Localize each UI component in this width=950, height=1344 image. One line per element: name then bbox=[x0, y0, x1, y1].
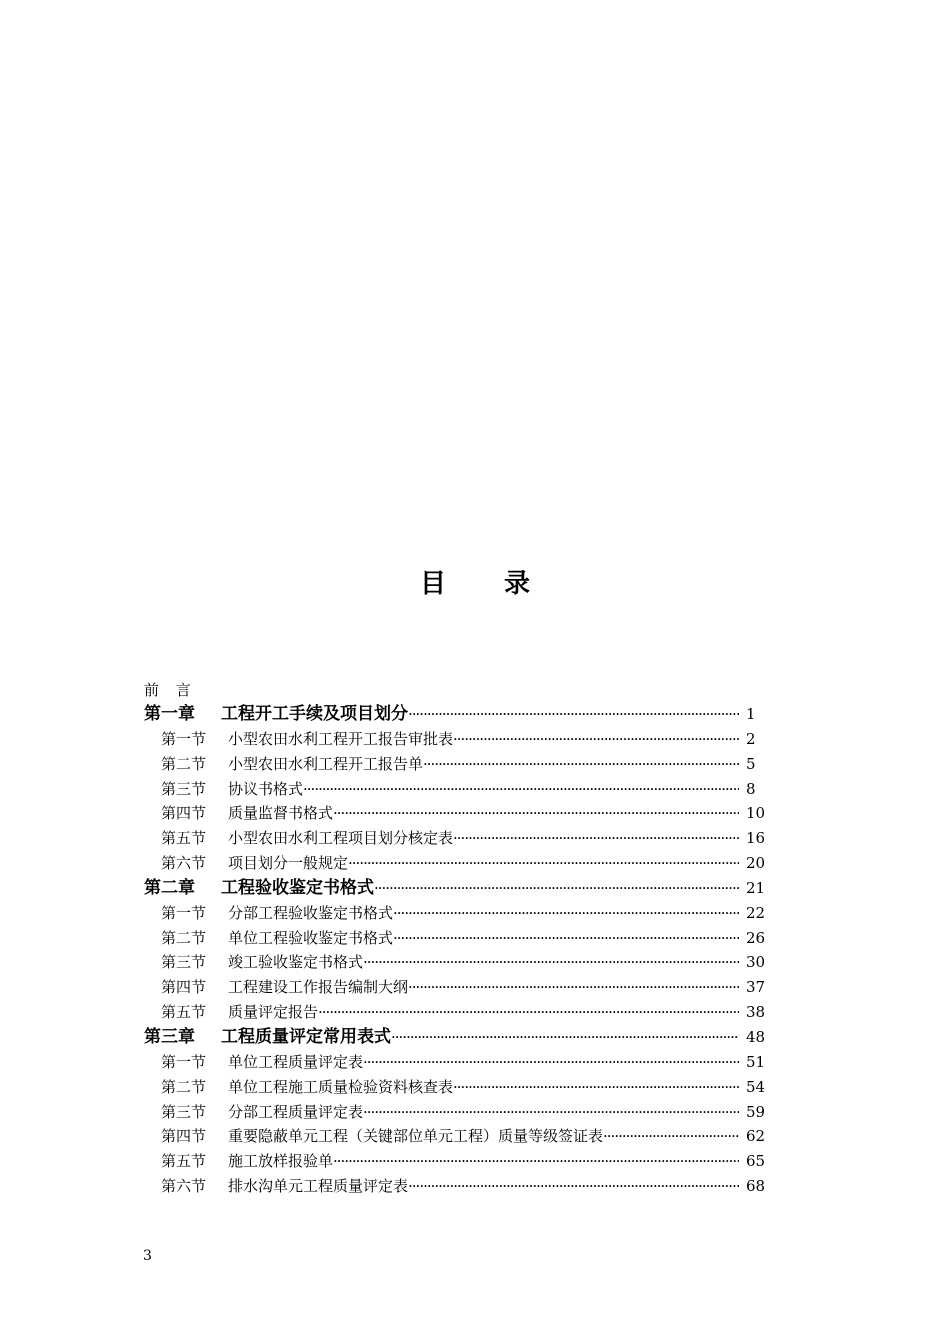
toc-entry-page: 26 bbox=[746, 928, 766, 947]
toc-chapter-entry[interactable] bbox=[144, 702, 774, 727]
toc-entry-title: 单位工程施工质量检验资料核查表 bbox=[228, 1077, 454, 1096]
toc-entry-title: 小型农田水利工程项目划分核定表 bbox=[228, 829, 454, 848]
toc-chapter-entry[interactable] bbox=[144, 876, 774, 901]
toc-entry-page: 20 bbox=[746, 854, 766, 873]
toc-leader-dots bbox=[363, 950, 739, 975]
toc-entry-page: 65 bbox=[746, 1152, 766, 1171]
toc-leader-dots bbox=[408, 702, 739, 727]
toc-entry-number: 第三节 bbox=[161, 1102, 207, 1121]
toc-entry-number: 第二节 bbox=[161, 754, 207, 773]
toc-entry-number: 第一章 bbox=[144, 704, 195, 724]
toc-leader-dots bbox=[348, 851, 739, 876]
toc-entry-page: 68 bbox=[746, 1177, 766, 1196]
toc-entry-number: 第四节 bbox=[161, 978, 207, 997]
toc-preface[interactable]: 前 言 bbox=[144, 681, 197, 699]
toc-entry-title: 分部工程验收鉴定书格式 bbox=[228, 903, 394, 922]
toc-entry-number: 第三章 bbox=[144, 1026, 195, 1047]
toc-entry-number: 第六节 bbox=[161, 1177, 207, 1196]
toc-leader-dots bbox=[363, 1100, 739, 1125]
toc-leader-dots bbox=[303, 777, 739, 802]
page-title bbox=[0, 566, 950, 602]
toc-section-entry[interactable] bbox=[144, 1075, 774, 1100]
toc-leader-dots bbox=[393, 926, 739, 951]
toc-entry-page: 21 bbox=[746, 878, 766, 897]
toc-entry-page: 30 bbox=[746, 953, 766, 972]
toc-section-entry[interactable] bbox=[144, 777, 774, 802]
page-title-char-2: 录 bbox=[504, 569, 531, 599]
toc-entry-title: 协议书格式 bbox=[228, 779, 304, 798]
toc-entry-number: 第五节 bbox=[161, 1152, 207, 1171]
toc-entry-page: 62 bbox=[746, 1127, 766, 1146]
toc-entry-page: 1 bbox=[746, 705, 756, 723]
toc-entry-page: 51 bbox=[746, 1052, 766, 1071]
toc-entry-page: 16 bbox=[746, 829, 766, 848]
toc-entry-title: 工程建设工作报告编制大纲 bbox=[228, 978, 409, 997]
toc-entry-page: 38 bbox=[746, 1003, 766, 1022]
toc-entry-number: 第六节 bbox=[161, 854, 207, 873]
toc-section-entry[interactable] bbox=[144, 1050, 774, 1075]
toc-leader-dots bbox=[318, 1000, 739, 1025]
toc-leader-dots bbox=[333, 1149, 739, 1174]
toc-entry-number: 第二节 bbox=[161, 1077, 207, 1096]
toc-section-entry[interactable] bbox=[144, 1124, 774, 1149]
toc-entry-number: 第一节 bbox=[161, 729, 207, 748]
toc-entry-page: 10 bbox=[746, 804, 766, 823]
toc-entry-title: 质量监督书格式 bbox=[228, 804, 334, 823]
toc-entry-title: 小型农田水利工程开工报告审批表 bbox=[228, 729, 454, 748]
toc-entry-title: 单位工程验收鉴定书格式 bbox=[228, 928, 394, 947]
toc-section-entry[interactable] bbox=[144, 851, 774, 876]
toc-section-entry[interactable] bbox=[144, 901, 774, 926]
toc-leader-dots bbox=[453, 826, 739, 851]
toc-section-entry[interactable] bbox=[144, 826, 774, 851]
toc-entry-number: 第三节 bbox=[161, 953, 207, 972]
toc-leader-dots bbox=[363, 1050, 739, 1075]
toc-leader-dots bbox=[408, 1174, 739, 1199]
toc-leader-dots bbox=[453, 1075, 739, 1100]
toc-leader-dots bbox=[423, 752, 739, 777]
toc-entry-number: 第四节 bbox=[161, 1127, 207, 1146]
toc-entry-number: 第五节 bbox=[161, 829, 207, 848]
toc-entry-number: 第三节 bbox=[161, 779, 207, 798]
toc-entry-title: 竣工验收鉴定书格式 bbox=[228, 953, 364, 972]
toc-chapter-entry[interactable] bbox=[144, 1025, 774, 1050]
toc-entry-title: 项目划分一般规定 bbox=[228, 854, 349, 873]
toc-section-entry[interactable] bbox=[144, 950, 774, 975]
toc-entry-title: 分部工程质量评定表 bbox=[228, 1102, 364, 1121]
toc-entries bbox=[144, 702, 774, 1199]
toc-entry-page: 48 bbox=[746, 1027, 766, 1046]
toc-entry-page: 59 bbox=[746, 1102, 766, 1121]
toc-entry-number: 第二节 bbox=[161, 928, 207, 947]
toc-entry-title: 工程开工手续及项目划分 bbox=[221, 704, 408, 724]
table-of-contents bbox=[144, 678, 774, 1199]
toc-leader-dots bbox=[333, 801, 739, 826]
toc-entry-number: 第一节 bbox=[161, 1052, 207, 1071]
toc-entry-page: 22 bbox=[746, 903, 766, 922]
toc-entry-title: 重要隐蔽单元工程（关键部位单元工程）质量等级签证表 bbox=[228, 1127, 604, 1146]
toc-entry-title: 质量评定报告 bbox=[228, 1003, 319, 1022]
toc-entry-title: 单位工程质量评定表 bbox=[228, 1052, 364, 1071]
toc-entry-page: 37 bbox=[746, 978, 766, 997]
toc-section-entry[interactable] bbox=[144, 801, 774, 826]
toc-section-entry[interactable] bbox=[144, 1000, 774, 1025]
toc-entry-title: 小型农田水利工程开工报告单 bbox=[228, 754, 424, 773]
toc-entry-title: 排水沟单元工程质量评定表 bbox=[228, 1177, 409, 1196]
toc-entry-number: 第五节 bbox=[161, 1003, 207, 1022]
toc-entry-title: 施工放样报验单 bbox=[228, 1152, 334, 1171]
toc-section-entry[interactable] bbox=[144, 1149, 774, 1174]
toc-leader-dots bbox=[453, 727, 739, 752]
toc-leader-dots bbox=[603, 1124, 739, 1149]
toc-leader-dots bbox=[374, 876, 739, 901]
toc-section-entry[interactable] bbox=[144, 926, 774, 951]
toc-section-entry[interactable] bbox=[144, 1174, 774, 1199]
toc-entry-title: 工程质量评定常用表式 bbox=[221, 1026, 391, 1047]
toc-entry-page: 54 bbox=[746, 1077, 766, 1096]
toc-entry-number: 第二章 bbox=[144, 877, 195, 898]
toc-entry-number: 第一节 bbox=[161, 903, 207, 922]
page-number: 3 bbox=[143, 1248, 152, 1264]
toc-entry-page: 8 bbox=[746, 779, 756, 798]
toc-leader-dots bbox=[408, 975, 739, 1000]
toc-section-entry[interactable] bbox=[144, 727, 774, 752]
page-title-char-1: 目 bbox=[419, 569, 446, 599]
toc-leader-dots bbox=[393, 901, 739, 926]
toc-entry-title: 工程验收鉴定书格式 bbox=[221, 877, 374, 898]
toc-entry-page: 5 bbox=[746, 754, 756, 773]
toc-section-entry[interactable] bbox=[144, 1100, 774, 1125]
toc-section-entry[interactable] bbox=[144, 752, 774, 777]
toc-section-entry[interactable] bbox=[144, 975, 774, 1000]
toc-entry-number: 第四节 bbox=[161, 804, 207, 823]
toc-entry-page: 2 bbox=[746, 729, 756, 748]
toc-leader-dots bbox=[391, 1025, 739, 1050]
